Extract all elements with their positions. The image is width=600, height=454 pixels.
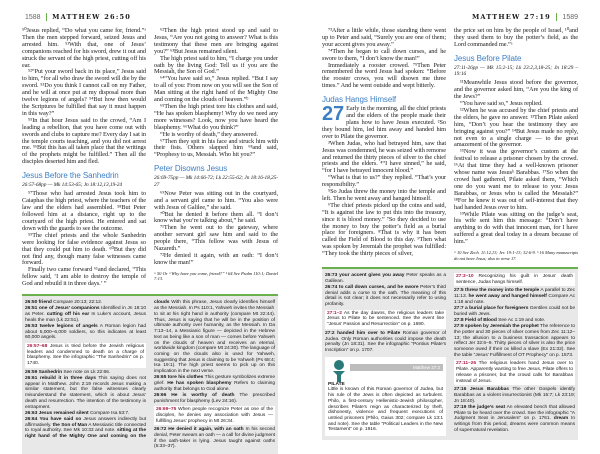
note-text: In writings from this period, dreams were common means of supernatural revelation. (454, 416, 575, 433)
note-reference: 26:66 (154, 392, 167, 398)
verse-text: Early in the morning, all the chief priests and the elders of the people made their plans how to have Jesus executed. ²So they bound him, led him away and handed him over to Pilate the governor. (322, 105, 446, 140)
note-text: Compare 20:13; 22:12. (51, 300, 103, 306)
note-text: to sit at his right hand in authority (compare Mt 22:44). Thus, Jesus is saying that he will be in the position of ultimate authority over humanity, as the Messiah. In Da 7:13–14, a Messianic figure — depicted in the Hebrew text as being like a son of man — comes before Yahweh on the clouds of heaven and receives an eternal, worldwide kingdom (compare Mt 24:30). The language of coming on the clouds also is used for Yahweh, suggesting that Jesus is claiming to be Yahweh (Ps 68:4; Isa 19:1). The high priest seems to pick up on this implication in the next verse. (154, 312, 275, 375)
note-text: An elevated bench that allowed Pilate to be heard over the crowd. See the infographic “A Judgment Seat in Jerusalem” on p. 1761. (454, 404, 576, 422)
note-keyword: the judge’s seat (468, 404, 506, 410)
study-note (454, 306, 575, 317)
study-note (25, 300, 146, 306)
note-reference: 26:50 (25, 300, 38, 306)
study-note (325, 273, 446, 284)
study-notes-panel-left (22, 294, 278, 454)
note-keyword: tore his clothes (167, 375, 204, 381)
right-page (322, 28, 578, 440)
note-keyword: Field of Blood (464, 317, 497, 323)
note-keyword: one of Jesus’ companions (38, 306, 100, 312)
page-number: 1589 (562, 13, 578, 21)
verse-paragraph: ⁷⁴Then he began to call down curses, and he swore to them, “I don’t know the man!” (322, 47, 446, 62)
note-text: As the day dawns, the religious leaders take Jesus to Pilate to be sentenced. See the event line “Jesus’ Passion and Resurrection” on p. 1690. (327, 310, 444, 328)
study-note (325, 331, 446, 354)
parallel-references: 26:57-68pp — Mk 14:53-65; Jn 18:12,13,19-24 (22, 182, 123, 189)
note-text: Peter speaks as a Galilean. (325, 273, 447, 284)
parallel-references: 27:11-26pp — Mk 15:2-15; Lk 23:2,3,18-25; Jn 18:29 – 19:16 (454, 64, 578, 78)
study-note (454, 288, 575, 305)
header-divider (556, 13, 558, 21)
person-icon (332, 360, 346, 382)
note-text: Peter’s third denial adds a curse to the oath. The meaning of this detail is not clear; it does not necessarily refer to using profanity. (325, 284, 446, 308)
header-divider (46, 13, 48, 21)
note-reference: 26:57–68 (27, 344, 48, 350)
verse-paragraph: ⁵²“Put your sword back in its place,” Jesus said to him, “for all who draw the sword will die by the sword. ⁵³Do you think I cannot call on my Father, and he will at once put at my disposal more than twelve legions of angels? ⁵⁴But how then would the Scriptures be fulfilled that say it must happen in this way?” (22, 68, 146, 117)
note-text: Jesus answers indirectly but affirmatively. (25, 416, 146, 428)
verse-paragraph: “He is worthy of death,” they answered. (160, 130, 258, 138)
note-keyword: friend (38, 300, 52, 306)
study-notes-panel-right (322, 267, 578, 440)
note-keyword: He is worthy of death (171, 392, 235, 398)
study-note (454, 324, 575, 358)
note-text: The other Gospels identify Barabbas as a violent insurrectionist (Mk 15:7; Lk 23:19; Jn 18:40). (454, 387, 575, 404)
verse-paragraph: “What is that to us?” they replied. “That’s your responsibility.” (322, 174, 446, 189)
parallel-references: 26:69-75pp — Mk 14:66-72; Lk 22:55-62; Jn 18:16-18,25-27 (154, 175, 278, 188)
note-text: A Roman legion had about 5,000–6,000 soldiers, so this indicates at least 60,000 angels. (25, 323, 147, 341)
verse-paragraph: ⁶⁴“You have said so,” Jesus replied. “But I say to all of you: From now on you will see the Son of Man sitting at the right hand of the Mighty One and coming on the clouds of heaven.”ᵇ (154, 75, 278, 104)
note-keyword: a burial place for foreigners (465, 306, 529, 312)
verse-paragraph: Immediately a rooster crowed. ⁷⁵Then Peter remembered the word Jesus had spoken: “Before the rooster crows, you will disown me three times.” And he went outside and wept bitterly. (322, 61, 446, 90)
study-note (325, 310, 446, 329)
note-reference: 27:2 (325, 330, 335, 336)
note-text: See note on Lk 22:66. (62, 369, 111, 375)
verse-paragraph: ⁵⁵In that hour Jesus said to the crowd, “Am I leading a rebellion, that you have come out with swords and clubs to capture me? Every day I sat in the temple courts teaching, and you did not arrest me. ⁵⁶But this has all taken place that the writings of the prophets might be fulfilled.” Then all the disciples deserted him and fled. (22, 116, 146, 166)
study-note (25, 376, 146, 410)
note-keyword: dream (553, 416, 569, 422)
verse-paragraph: ⁵⁷Those who had arrested Jesus took him to Caiaphas the high priest, where the teachers of the law and the elders had assembled. ⁵⁸But Peter followed him at a distance, right up to the courtyard of the high priest. He entered and sat down with the guards to see the outcome. (22, 190, 146, 232)
note-keyword: He denied it again, with an oath (168, 427, 244, 433)
study-note (454, 360, 575, 385)
note-text: The reference to the potter and 30 pieces of silver comes from Zec 11:12–13; the allusion to a business transaction appears to reflect Jer 32:6–9. Thirty pieces of silver is also the price someone owed if their ox killed a slave (Ex 21:32). See the table “Jesus’ Fulfillment of OT Prophecy” on p. 1573. (454, 324, 575, 358)
note-reference: 27:1–2 (327, 310, 342, 316)
verse-paragraph: ¹⁹While Pilate was sitting on the judge’s seat, his wife sent him this message: “Don’t have anything to do with that innocent man, for I have suffered a great deal today in a dream because of him.” (454, 210, 578, 246)
note-reference: 27:7 (454, 306, 464, 312)
note-text: This saying does not appear in Matthew. John 2:19 records Jesus making a similar statement, but the false witnesses clearly misunderstand the statement, which is about Jesus’ death and resurrection. The intention of the testimony is entrapment. (25, 376, 147, 410)
chapter-opening (322, 103, 446, 141)
section-heading: Jesus Before Pilate (454, 53, 522, 63)
verse-paragraph: ³When Judas, who had betrayed him, saw that Jesus was condemned, he was seized with remorse and returned the thirty pieces of silver to the chief priests and the elders. ⁴“I have sinned,” he said, “for I have betrayed innocent blood.” (322, 139, 446, 175)
note-reference: 26:64 (25, 416, 38, 422)
verse-paragraph: ⁶²Then the high priest stood up and said to Jesus, “Are you not going to answer? What is this testimony that these men are bringing against you?” ⁶³But Jesus remained silent. (154, 27, 278, 55)
note-reference: 27:16 (454, 387, 467, 393)
profile-text: Little is known of this Roman governor of Judea, but his rule of the Jews is often depicted as turbulent. Philo, a first-century Hellenistic-Jewish philosopher, describes Pilate’s reign as characterized by theft, dishonesty, violence and frequent executions of untried prisoners (Philo, Gaius 302; compare Lk 13:1 and note). See the table “Political Leaders in the New Testament” on p. 1916. (328, 387, 443, 433)
verse-paragraph: ⁶⁵Then the high priest tore his clothes and said, “He has spoken blasphemy! Why do we need any more witnesses? Look, now you have heard the blasphemy. ⁶⁶What do you think?” (154, 102, 278, 131)
note-keyword: Jesus remained silent (38, 410, 89, 416)
note-keyword: your accent gives you away (339, 273, 405, 279)
note-text: The religious leaders hand Jesus over to Pilate. Apparently wanting to free Jesus, Pilate offers to release a prisoner, but the crowd calls for Barabbas instead of Jesus. (456, 361, 573, 384)
note-reference: 27:9 (454, 324, 464, 330)
note-keyword: rebuild it in three days (39, 376, 96, 382)
note-text: Compare Ac 1:18 and note. (454, 294, 575, 305)
study-note (25, 324, 146, 341)
verse-paragraph: ⁵⁹The chief priests and the whole Sanhedrin were looking for false evidence against Jesus so that they could put him to death. ⁶⁰But they did not find any, though many false witnesses came forward. (22, 231, 146, 267)
note-text: A parallel to Zec 11:13. (454, 288, 575, 300)
note-reference: 26:74 (325, 284, 338, 290)
note-text: With this phrase, Jesus clearly identifies himself as the Messiah. In Ps 110:1, Yahweh invites the Messiah (154, 300, 275, 311)
verse-paragraph: the price set on him by the people of Israel, ¹⁰and they used them to buy the potter’s field, as the Lord commanded me.”ᵃ (454, 27, 578, 48)
note-keyword: threw the money into the temple (465, 288, 540, 294)
bible-text-right (322, 28, 578, 261)
note-reference: 27:11–26 (456, 361, 476, 367)
verse-paragraph: ⁶⁹Now Peter was sitting out in the courtyard, and a servant girl came to him. “You also were with Jesus of Galilee,” she said. (154, 189, 278, 211)
verse-paragraph: Finally two came forward ⁶¹and declared, “This fellow said, ‘I am able to destroy the temple of God and rebuild it in three days.’ ” (22, 266, 146, 288)
note-keyword: to call down curses, and he swore (338, 284, 419, 290)
left-page (22, 28, 278, 454)
section-heading: Judas Hangs Himself (322, 95, 397, 105)
study-note (25, 370, 146, 376)
note-text: Gentiles could not be buried with Jews. (454, 306, 576, 317)
verse-paragraph: ¹¹Meanwhile Jesus stood before the governor, and the governor asked him, “Are you the king of the Jews?” (454, 79, 578, 101)
note-reference: 27:5 (454, 288, 464, 294)
note-text: Jesus is tried before the Jewish religious leaders and condemned to death on a charge of blasphemy. See the infographic “The Sanhedrin” on p. 1740. (27, 344, 144, 367)
note-reference: 26:69–75 (156, 407, 177, 413)
note-keyword: Jesus Barabbas (469, 387, 509, 393)
verse-paragraph: ⁶The chief priests picked up the coins and said, “It is against the law to put this into the treasury, since it is blood money.” ⁷So they decided to use the money to buy the potter’s field as a burial place for foreigners. ⁸That is why it has been called the Field of Blood to this day. ⁹Then what was spoken by Jeremiah the prophet was fulfilled: “They took the thirty pieces of silver, (322, 201, 446, 258)
verse-paragraph: ⁵So Judas threw the money into the temple and left. Then he went away and hanged himself. (322, 188, 446, 202)
page-number: 1588 (25, 13, 41, 21)
verse-paragraph: ⁷²He denied it again, with an oath: “I don’t know the man!” (154, 251, 278, 266)
verse-paragraph: ⁵⁰Jesus replied, “Do what you came for, friend.”ᵃ Then the men stepped forward, seized Jesus and arrested him. ⁵¹With that, one of Jesus’ companions reached for his sword, drew it out and struck the servant of the high priest, cutting off his ear. (22, 27, 146, 69)
note-reference: 27:19 (454, 404, 467, 410)
running-header-left (25, 13, 131, 21)
note-text: When people recognize Peter as one of the disciples, he denies any association with Jesus — fulfilling Jesus’ prophecy in Mt 26:34. (156, 407, 273, 424)
note-keyword: He has spoken blasphemy (167, 380, 232, 386)
study-note (154, 406, 275, 425)
note-reference: 26:59 (25, 369, 38, 375)
study-note (454, 387, 575, 404)
note-reference: 27:8 (454, 317, 464, 323)
study-note (25, 411, 146, 417)
note-reference: 26:73 (325, 273, 338, 279)
note-keyword: Sanhedrin (38, 369, 63, 375)
section-heading: Jesus Before the Sanhedrin (22, 171, 119, 181)
note-keyword: he went away and hanged himself (468, 294, 547, 300)
verse-paragraph: ¹⁵Now it was the governor’s custom at the festival to release a prisoner chosen by the crowd. ¹⁶At that time they had a well-known prisoner whose name was Jesusᵇ Barabbas. ¹⁷So when the crowd had gathered, Pilate asked them, “Which one do you want me to release to you: Jesus Barabbas, or Jesus who is called the Messiah?” ¹⁸For he knew it was out of self-interest that they had handed Jesus over to him. (454, 148, 578, 211)
running-title: MATTHEW 27:19 (471, 13, 551, 21)
note-text: In his second denial, Peter swears an oath — a call for divine judgment if the oath-taker is lying. Jesus taught against oaths (5:33–37). (154, 427, 275, 450)
footnotes: ᵃ 50 Or “Why have you come, friend?” ᵇ 64 See Psalm 110:1; Daniel 7:13. (154, 270, 278, 282)
profile-tag: Matthew 27:2 (350, 364, 443, 371)
note-text: Identified in Jn 18:10 as Peter. (25, 306, 146, 318)
note-keyword: the Son of Man (52, 422, 88, 428)
note-reference: 26:51 (25, 306, 38, 312)
note-keyword: sitting at the right hand of the Mighty One and coming on the clouds (25, 300, 170, 440)
note-text: Refers to claiming authority that belongs to God alone. (154, 380, 275, 392)
note-keyword: spoken by Jeremiah the prophet (464, 324, 539, 330)
note-reference: 26:72 (154, 427, 167, 433)
note-text: Compare Isa 53:7. (88, 410, 130, 416)
study-note (154, 427, 275, 450)
study-note (454, 318, 575, 324)
note-reference: 26:53 (25, 323, 38, 329)
study-note (25, 306, 146, 323)
study-note (154, 393, 275, 404)
verse-paragraph: ¹²When he was accused by the chief priests and the elders, he gave no answer. ¹³Then Pilate asked him, “Don’t you hear the testimony they are bringing against you?” ¹⁴But Jesus made no reply, not even to a single charge — to the great amazement of the governor. (454, 106, 578, 149)
section-heading: Peter Disowns Jesus (154, 164, 228, 174)
chapter-number: 27 (322, 103, 345, 126)
verse-paragraph: ⁶⁷Then they spit in his face and struck him with their fists. Others slapped him ⁶⁸and said, “Prophesy to us, Messiah. Who hit you?” (154, 137, 278, 159)
running-title: MATTHEW 26:50 (52, 13, 132, 21)
note-reference: 26:63 (25, 410, 38, 416)
running-header-right (472, 13, 578, 21)
study-note (154, 312, 275, 375)
study-note (154, 375, 275, 392)
note-text: A Messianic title connected to royal authority. See Mk 10:33 and note. (25, 422, 146, 434)
note-keyword: twelve legions of angels (39, 323, 98, 329)
note-keyword: handed him over to Pilate (337, 330, 401, 336)
study-note (25, 343, 146, 368)
note-text: Recognizing his guilt in Jesus’ death sentence, Judas hangs himself. (456, 274, 573, 285)
study-note (325, 285, 446, 308)
verse-paragraph: The high priest said to him, “I charge you under oath by the living God: Tell us if you are the Messiah, the Son of God.” (154, 54, 278, 76)
profile-header (328, 360, 443, 382)
study-note (454, 405, 575, 434)
note-text: This gesture symbolizes extreme grief. (154, 375, 275, 386)
pilate-profile-box (325, 357, 446, 436)
note-text: The prescribed punishment for blasphemy (Lev 24:16). (154, 392, 276, 404)
note-reference: 26:65 (154, 375, 167, 381)
verse-paragraph: “You have said so,” Jesus replied. (460, 100, 543, 108)
note-reference: 26:61 (25, 376, 38, 382)
note-keyword: cutting off his ear (46, 312, 90, 318)
note-keyword: You have said so (39, 416, 82, 422)
verse-paragraph: ⁷¹Then he went out to the gateway, where another servant girl saw him and said to the people there, “This fellow was with Jesus of Nazareth.” (154, 224, 278, 253)
note-reference: 27:3–10 (456, 274, 474, 280)
verse-paragraph: ⁷⁰But he denied it before them all. “I don’t know what you’re talking about,” he said. (154, 210, 278, 225)
profile-title: PILATE (328, 381, 345, 387)
note-text: See Ac 1:19 and note. (496, 317, 546, 323)
note-text: In Luke’s account, Jesus heals the man (Lk 22:51). (25, 312, 146, 323)
bible-text-left (22, 28, 278, 288)
note-text: Roman governor of Judea. Only Roman authorities could impose the death penalty (Jn 18:31). See the infographic “Pontius Pilate’s Inscription” on p. 1707. (325, 330, 446, 353)
study-note (454, 273, 575, 286)
verse-paragraph: ⁷³After a little while, those standing there went up to Peter and said, “Surely you are one of them; your accent gives you away.” (322, 27, 446, 48)
footnotes: ᵃ 10 See Zech. 11:12,13; Jer. 19:1-13; 32:6-9. ᵇ 16 Many manuscripts do not have Jesus; also in verse 17. (454, 250, 578, 261)
